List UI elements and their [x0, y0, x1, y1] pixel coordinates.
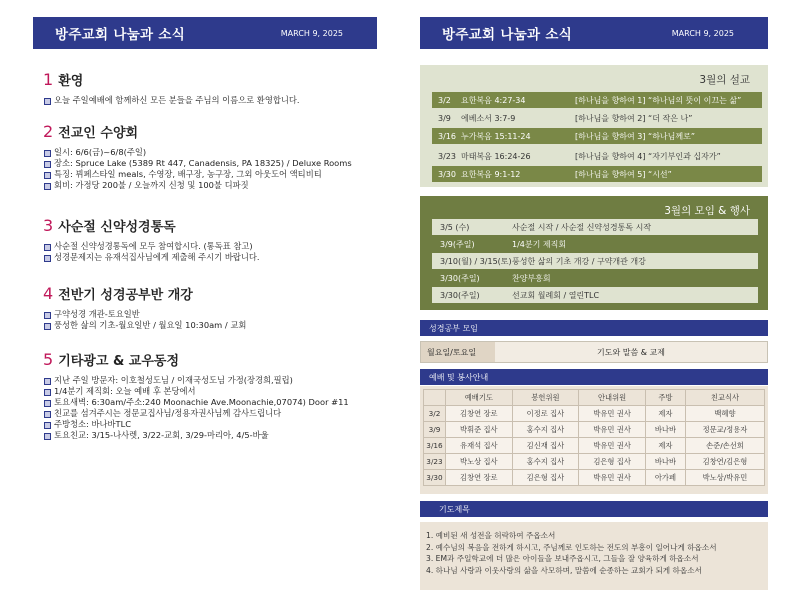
table-cell: 박휘준 집사: [446, 422, 513, 438]
study-header: [420, 320, 768, 336]
prayer-item: 3. EM과 주일학교에 더 많은 아이들을 보내주옵시고, 그들을 잘 양육하게 하옵소서: [426, 554, 699, 563]
table-cell: 3/2: [424, 406, 446, 422]
table-cell: 제자: [645, 406, 685, 422]
header-date: MARCH 9, 2025: [671, 28, 734, 38]
list-item: 장소: Spruce Lake (5389 Rt 447, Canadensis, PA 18325) / Deluxe Rooms: [43, 158, 383, 169]
prayer-header: [420, 501, 768, 517]
table-row: [424, 454, 765, 470]
table-cell: 3/30: [424, 470, 446, 486]
duty-header: [420, 369, 768, 385]
list-item: 지난 주일 방문자: 이호철성도님 / 이재국성도님 가정(장경희,필립): [43, 375, 383, 386]
sermon-row: [432, 166, 762, 182]
section-retreat: [43, 122, 383, 191]
sermon-series: [하나님을 향하여 1] “하나님의 뜻이 이끄는 삶”: [575, 95, 742, 105]
table-cell: 홍수지 집사: [512, 422, 579, 438]
event-date: 3/9(주일): [440, 239, 475, 249]
table-row: [424, 438, 765, 454]
sermon-date: 3/2: [438, 95, 451, 105]
events-title: 3월의 모임 & 행사: [664, 205, 750, 217]
section-number: 3: [43, 216, 54, 235]
event-date: 3/10(월) / 3/15(토): [440, 256, 512, 266]
event-date: 3/30(주일): [440, 290, 480, 300]
study-topic: 기도와 말씀 & 교제: [495, 342, 767, 362]
table-row: [424, 470, 765, 486]
section-title: 전교인 수양회: [58, 126, 139, 141]
column-header: [424, 390, 446, 406]
list-item: 일시: 6/6(금)~6/8(주일): [43, 147, 383, 158]
event-row: [432, 219, 758, 235]
table-cell: 바나바: [645, 422, 685, 438]
list-item: 사순절 신약성경통독에 모두 참여합시다. (통독표 참고): [43, 241, 383, 252]
table-cell: 제자: [645, 438, 685, 454]
sermon-passage: 에베소서 3:7-9: [461, 113, 516, 123]
event-text: 선교회 월례회 / 열린TLC: [512, 290, 600, 300]
list-item: 토요새벽: 6:30am/주소:240 Moonachie Ave.Moonachie,07074) Door #11: [43, 397, 383, 408]
list-item: 풍성한 삶의 기초-월요일반 / 월요일 10:30am / 교회: [43, 320, 383, 331]
table-cell: 김창연/김은형: [685, 454, 764, 470]
section-bible-study: [43, 284, 383, 331]
event-row: [432, 236, 758, 252]
sermon-date: 3/23: [438, 151, 456, 161]
table-cell: 백혜향: [685, 406, 764, 422]
event-row: [432, 253, 758, 269]
table-row: [424, 422, 765, 438]
sermon-title: 3월의 설교: [699, 74, 750, 86]
list-item: 특징: 뷔페스타일 meals, 수영장, 배구장, 농구장, 그외 아웃도어 액티비티: [43, 169, 383, 180]
table-cell: 이정로 집사: [512, 406, 579, 422]
column-header: 예배기도: [446, 390, 513, 406]
sermon-row: [432, 128, 762, 144]
sermon-series: [하나님을 향하여 4] “자기부인과 십자가”: [575, 151, 721, 161]
table-cell: 박유민 권사: [579, 438, 646, 454]
section-number: 4: [43, 284, 54, 303]
table-cell: 김창연 장로: [446, 470, 513, 486]
sermon-series: [하나님을 향하여 3] “하나님께로”: [575, 131, 695, 141]
sermon-passage: 요한복음 9:1-12: [461, 169, 521, 179]
section-number: 1: [43, 70, 54, 89]
table-cell: 박유민 권사: [579, 406, 646, 422]
sermon-passage: 누가복음 15:11-24: [461, 131, 531, 141]
event-text: 1/4분기 제직회: [512, 239, 567, 249]
section-number: 2: [43, 122, 54, 141]
table-cell: 박유민 권사: [579, 422, 646, 438]
list-item: 구약성경 개관-토요일반: [43, 309, 383, 320]
header-date: MARCH 9, 2025: [280, 28, 343, 38]
duty-label: 예배 및 봉사안내: [429, 372, 489, 382]
sermon-series: [하나님을 향하여 5] “시선”: [575, 169, 672, 179]
table-cell: 김은형 집사: [512, 470, 579, 486]
table-cell: 홍수지 집사: [512, 454, 579, 470]
event-text: 풍성한 삶의 기초 개강 / 구약개관 개강: [512, 256, 646, 266]
table-cell: 박유민 권사: [579, 470, 646, 486]
right-header: [420, 17, 768, 49]
duty-table-wrap: [420, 386, 768, 494]
duty-table: [423, 389, 765, 486]
list-item: 1/4분기 제직회: 오늘 예배 후 본당에서: [43, 386, 383, 397]
list-item: 성경문제지는 유재석집사님에게 제출해 주시기 바랍니다.: [43, 252, 383, 263]
column-header: 친교식사: [685, 390, 764, 406]
prayer-item: 1. 예비된 새 성전을 허락하여 주옵소서: [426, 531, 556, 540]
sermon-schedule: [420, 65, 768, 187]
column-header: 안내위원: [579, 390, 646, 406]
prayer-list: [420, 522, 768, 590]
list-item: 주방청소: 바나바TLC: [43, 419, 383, 430]
study-row: [420, 341, 768, 363]
header-title: 방주교회 나눔과 소식: [442, 27, 573, 43]
list-item: 토요친교: 3/15-나사렛, 3/22-교회, 3/29-마리아, 4/5-바울: [43, 430, 383, 441]
sermon-row: [432, 92, 762, 108]
table-cell: 김신재 집사: [512, 438, 579, 454]
prayer-item: 2. 예수님의 복음을 전하게 하시고, 주님께로 인도하는 전도의 부흥이 일어나게 하옵소서: [426, 542, 717, 552]
section-title: 전반기 성경공부반 개강: [58, 288, 193, 303]
list-item: 친교를 섬겨주시는 정문교집사님/정용자권사님께 감사드립니다: [43, 408, 383, 419]
study-day: 월요일/토요일: [421, 342, 495, 362]
sermon-date: 3/9: [438, 113, 451, 123]
event-date: 3/5 (수): [440, 222, 470, 232]
table-cell: 3/9: [424, 422, 446, 438]
left-header: [33, 17, 377, 49]
event-date: 3/30(주일): [440, 273, 480, 283]
table-cell: 김창연 장로: [446, 406, 513, 422]
table-cell: 아가페: [645, 470, 685, 486]
sermon-passage: 요한복음 4:27-34: [461, 95, 526, 105]
prayer-label: 기도제목: [439, 504, 470, 514]
event-row: [432, 287, 758, 303]
table-cell: 3/16: [424, 438, 446, 454]
column-header: 봉헌위원: [512, 390, 579, 406]
table-cell: 유재석 집사: [446, 438, 513, 454]
event-text: 사순절 시작 / 사순절 신약성경통독 시작: [512, 222, 652, 232]
section-announcements: [43, 350, 383, 441]
sermon-date: 3/30: [438, 169, 456, 179]
table-row: [424, 406, 765, 422]
sermon-date: 3/16: [438, 131, 456, 141]
table-cell: 3/23: [424, 454, 446, 470]
table-cell: 김은형 집사: [579, 454, 646, 470]
section-title: 기타광고 & 교우동정: [58, 354, 180, 369]
table-cell: 박노상 집사: [446, 454, 513, 470]
event-row: [432, 270, 758, 286]
column-header: 주방: [645, 390, 685, 406]
sermon-row: [432, 148, 762, 164]
table-cell: 바나바: [645, 454, 685, 470]
section-lent-reading: [43, 216, 383, 263]
section-title: 환영: [58, 74, 84, 89]
table-header-row: [424, 390, 765, 406]
list-item: 회비: 가정당 200불 / 오늘까지 신청 및 100불 디파짓: [43, 180, 383, 191]
event-text: 찬양부흥회: [512, 273, 551, 283]
section-number: 5: [43, 350, 54, 369]
section-welcome: [43, 70, 383, 106]
sermon-passage: 마태복음 16:24-26: [461, 151, 531, 161]
events-schedule: [420, 196, 768, 310]
study-label: 성경공부 모임: [429, 323, 478, 333]
table-cell: 정문교/정용자: [685, 422, 764, 438]
list-item: 오늘 주일예배에 함께하신 모든 분들을 주님의 이름으로 환영합니다.: [43, 95, 383, 106]
header-title: 방주교회 나눔과 소식: [55, 27, 186, 43]
right-page: [396, 0, 792, 612]
prayer-item: 4. 하나님 사랑과 이웃사랑의 삶을 사모하며, 말씀에 순종하는 교회가 되게 하옵소서: [426, 565, 702, 575]
section-title: 사순절 신약성경통독: [58, 220, 176, 235]
table-cell: 손준/손선희: [685, 438, 764, 454]
table-cell: 박노상/박유민: [685, 470, 764, 486]
sermon-series: [하나님을 향하여 2] “더 작은 나”: [575, 113, 693, 123]
sermon-row: [432, 110, 762, 126]
